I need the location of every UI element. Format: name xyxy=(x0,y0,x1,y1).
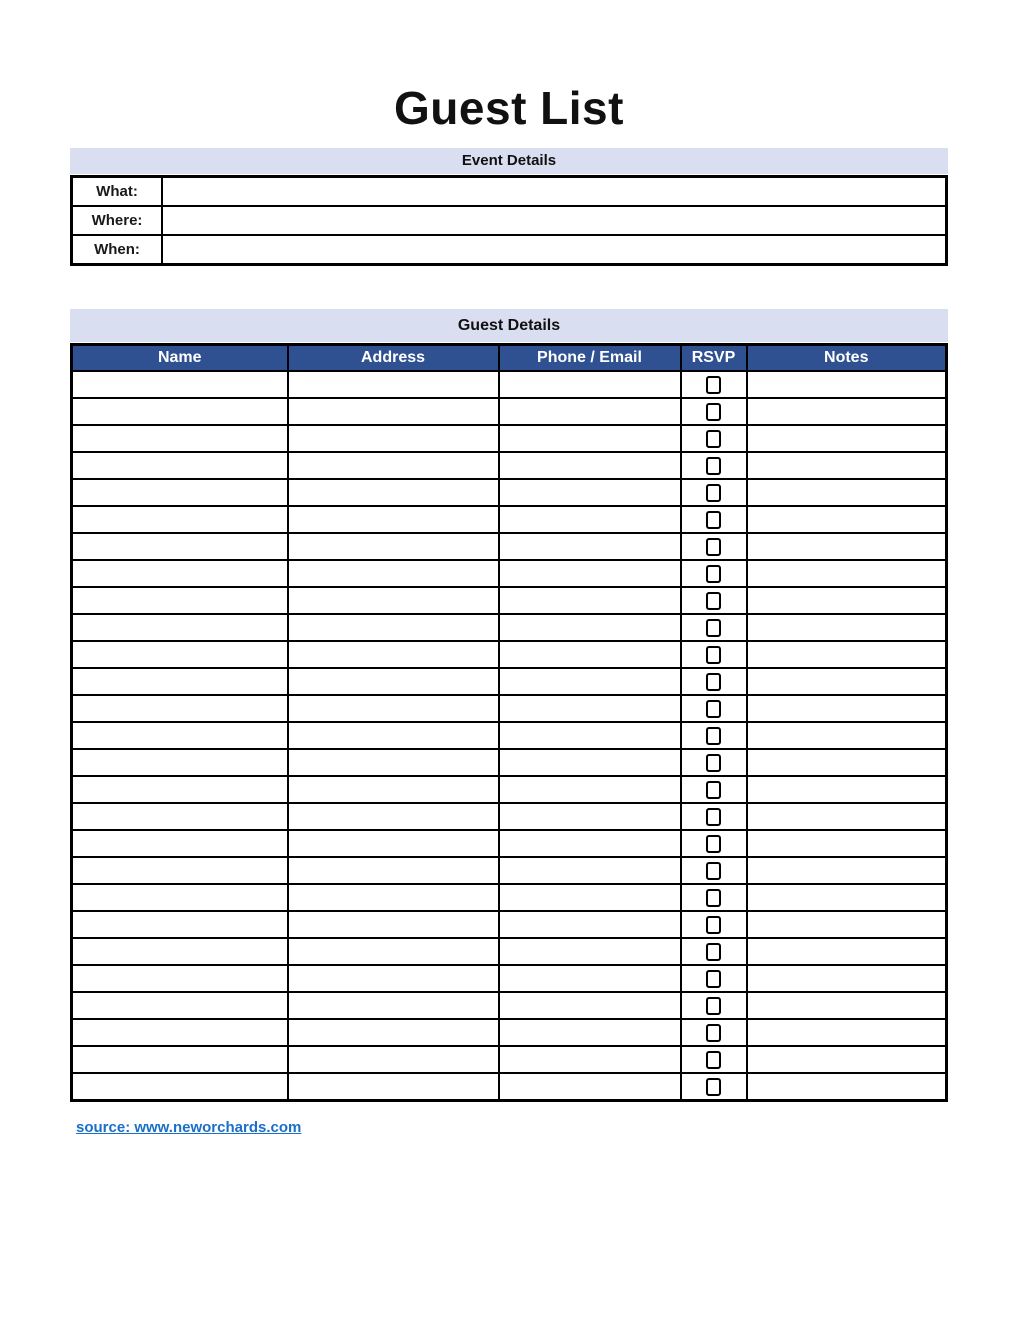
guest-notes-cell[interactable] xyxy=(747,452,947,479)
guest-address-cell[interactable] xyxy=(288,938,499,965)
column-header-rsvp: RSVP xyxy=(681,344,747,371)
column-header-notes: Notes xyxy=(747,344,947,371)
event-row-where xyxy=(72,206,947,235)
guest-address-cell[interactable] xyxy=(288,803,499,830)
guest-notes-cell[interactable] xyxy=(747,560,947,587)
event-what-label: What: xyxy=(72,176,163,206)
guest-row xyxy=(72,911,947,938)
guest-name-cell[interactable] xyxy=(72,749,288,776)
guest-row xyxy=(72,992,947,1019)
guest-row xyxy=(72,479,947,506)
guest-phone-email-cell[interactable] xyxy=(499,695,681,722)
guest-row xyxy=(72,695,947,722)
guest-details-header: Guest Details xyxy=(70,309,948,342)
guest-address-cell[interactable] xyxy=(288,371,499,398)
rsvp-checkbox[interactable] xyxy=(706,754,721,772)
event-row-what xyxy=(72,176,947,206)
guest-address-cell[interactable] xyxy=(288,668,499,695)
rsvp-checkbox[interactable] xyxy=(706,835,721,853)
rsvp-checkbox[interactable] xyxy=(706,673,721,691)
event-details-table xyxy=(70,175,948,266)
guest-notes-cell[interactable] xyxy=(747,425,947,452)
rsvp-checkbox[interactable] xyxy=(706,943,721,961)
rsvp-checkbox[interactable] xyxy=(706,727,721,745)
column-header-phone-email: Phone / Email xyxy=(499,344,681,371)
guest-rsvp-cell[interactable] xyxy=(681,506,747,533)
guest-phone-email-cell[interactable] xyxy=(499,1046,681,1073)
guest-table-body xyxy=(72,371,947,1101)
guest-name-cell[interactable] xyxy=(72,938,288,965)
guest-rsvp-cell[interactable] xyxy=(681,749,747,776)
guest-address-cell[interactable] xyxy=(288,830,499,857)
guest-notes-cell[interactable] xyxy=(747,1046,947,1073)
guest-rsvp-cell[interactable] xyxy=(681,560,747,587)
guest-name-cell[interactable] xyxy=(72,479,288,506)
guest-row xyxy=(72,641,947,668)
guest-address-cell[interactable] xyxy=(288,1073,499,1101)
guest-notes-cell[interactable] xyxy=(747,587,947,614)
guest-rsvp-cell[interactable] xyxy=(681,533,747,560)
guest-details-table xyxy=(70,343,948,1102)
guest-row xyxy=(72,1073,947,1101)
event-when-value[interactable] xyxy=(162,235,947,265)
guest-phone-email-cell[interactable] xyxy=(499,1073,681,1101)
rsvp-checkbox[interactable] xyxy=(706,1078,721,1096)
rsvp-checkbox[interactable] xyxy=(706,997,721,1015)
guest-phone-email-cell[interactable] xyxy=(499,398,681,425)
guest-address-cell[interactable] xyxy=(288,425,499,452)
guest-row xyxy=(72,776,947,803)
rsvp-checkbox[interactable] xyxy=(706,565,721,583)
guest-name-cell[interactable] xyxy=(72,695,288,722)
guest-row xyxy=(72,830,947,857)
guest-notes-cell[interactable] xyxy=(747,479,947,506)
rsvp-checkbox[interactable] xyxy=(706,970,721,988)
event-where-value[interactable] xyxy=(162,206,947,235)
guest-rsvp-cell[interactable] xyxy=(681,857,747,884)
event-details-header: Event Details xyxy=(70,148,948,174)
guest-rsvp-cell[interactable] xyxy=(681,425,747,452)
rsvp-checkbox[interactable] xyxy=(706,538,721,556)
guest-name-cell[interactable] xyxy=(72,911,288,938)
guest-row xyxy=(72,938,947,965)
guest-name-cell[interactable] xyxy=(72,614,288,641)
guest-rsvp-cell[interactable] xyxy=(681,641,747,668)
guest-notes-cell[interactable] xyxy=(747,1073,947,1101)
document-page xyxy=(70,0,948,1137)
guest-notes-cell[interactable] xyxy=(747,398,947,425)
guest-row xyxy=(72,560,947,587)
guest-address-cell[interactable] xyxy=(288,506,499,533)
guest-address-cell[interactable] xyxy=(288,911,499,938)
guest-name-cell[interactable] xyxy=(72,398,288,425)
rsvp-checkbox[interactable] xyxy=(706,592,721,610)
guest-phone-email-cell[interactable] xyxy=(499,614,681,641)
rsvp-checkbox[interactable] xyxy=(706,889,721,907)
guest-address-cell[interactable] xyxy=(288,1046,499,1073)
guest-address-cell[interactable] xyxy=(288,614,499,641)
page-title: Guest List xyxy=(394,82,624,134)
guest-name-cell[interactable] xyxy=(72,371,288,398)
guest-address-cell[interactable] xyxy=(288,749,499,776)
guest-notes-cell[interactable] xyxy=(747,911,947,938)
guest-row xyxy=(72,803,947,830)
guest-rsvp-cell[interactable] xyxy=(681,803,747,830)
guest-rsvp-cell[interactable] xyxy=(681,371,747,398)
guest-phone-email-cell[interactable] xyxy=(499,533,681,560)
rsvp-checkbox[interactable] xyxy=(706,1051,721,1069)
guest-name-cell[interactable] xyxy=(72,1073,288,1101)
guest-notes-cell[interactable] xyxy=(747,749,947,776)
guest-row xyxy=(72,506,947,533)
guest-address-cell[interactable] xyxy=(288,722,499,749)
guest-rsvp-cell[interactable] xyxy=(681,1046,747,1073)
guest-address-cell[interactable] xyxy=(288,965,499,992)
guest-row xyxy=(72,398,947,425)
guest-name-cell[interactable] xyxy=(72,830,288,857)
guest-phone-email-cell[interactable] xyxy=(499,668,681,695)
guest-row xyxy=(72,749,947,776)
guest-phone-email-cell[interactable] xyxy=(499,938,681,965)
guest-address-cell[interactable] xyxy=(288,587,499,614)
guest-phone-email-cell[interactable] xyxy=(499,803,681,830)
guest-phone-email-cell[interactable] xyxy=(499,641,681,668)
guest-row xyxy=(72,425,947,452)
guest-phone-email-cell[interactable] xyxy=(499,371,681,398)
rsvp-checkbox[interactable] xyxy=(706,862,721,880)
guest-notes-cell[interactable] xyxy=(747,533,947,560)
guest-notes-cell[interactable] xyxy=(747,992,947,1019)
guest-rsvp-cell[interactable] xyxy=(681,398,747,425)
guest-notes-cell[interactable] xyxy=(747,668,947,695)
rsvp-checkbox[interactable] xyxy=(706,781,721,799)
guest-phone-email-cell[interactable] xyxy=(499,560,681,587)
guest-address-cell[interactable] xyxy=(288,992,499,1019)
guest-phone-email-cell[interactable] xyxy=(499,506,681,533)
event-what-value[interactable] xyxy=(162,176,947,206)
guest-row xyxy=(72,452,947,479)
guest-phone-email-cell[interactable] xyxy=(499,452,681,479)
guest-rsvp-cell[interactable] xyxy=(681,452,747,479)
guest-row xyxy=(72,533,947,560)
guest-address-cell[interactable] xyxy=(288,560,499,587)
event-row-when xyxy=(72,235,947,265)
guest-row xyxy=(72,722,947,749)
rsvp-checkbox[interactable] xyxy=(706,457,721,475)
guest-rsvp-cell[interactable] xyxy=(681,722,747,749)
guest-address-cell[interactable] xyxy=(288,533,499,560)
guest-address-cell[interactable] xyxy=(288,452,499,479)
guest-notes-cell[interactable] xyxy=(747,830,947,857)
rsvp-checkbox[interactable] xyxy=(706,700,721,718)
guest-address-cell[interactable] xyxy=(288,398,499,425)
guest-phone-email-cell[interactable] xyxy=(499,587,681,614)
guest-row xyxy=(72,1046,947,1073)
rsvp-checkbox[interactable] xyxy=(706,511,721,529)
guest-address-cell[interactable] xyxy=(288,776,499,803)
guest-phone-email-cell[interactable] xyxy=(499,911,681,938)
guest-phone-email-cell[interactable] xyxy=(499,749,681,776)
column-header-name: Name xyxy=(72,344,288,371)
guest-notes-cell[interactable] xyxy=(747,857,947,884)
rsvp-checkbox[interactable] xyxy=(706,1024,721,1042)
guest-rsvp-cell[interactable] xyxy=(681,1073,747,1101)
guest-rsvp-cell[interactable] xyxy=(681,1019,747,1046)
guest-rsvp-cell[interactable] xyxy=(681,965,747,992)
guest-table-header-row xyxy=(72,344,947,371)
guest-notes-cell[interactable] xyxy=(747,371,947,398)
guest-rsvp-cell[interactable] xyxy=(681,614,747,641)
guest-name-cell[interactable] xyxy=(72,884,288,911)
guest-address-cell[interactable] xyxy=(288,884,499,911)
guest-row xyxy=(72,857,947,884)
rsvp-checkbox[interactable] xyxy=(706,430,721,448)
guest-phone-email-cell[interactable] xyxy=(499,1019,681,1046)
guest-notes-cell[interactable] xyxy=(747,884,947,911)
guest-address-cell[interactable] xyxy=(288,695,499,722)
guest-notes-cell[interactable] xyxy=(747,803,947,830)
guest-name-cell[interactable] xyxy=(72,452,288,479)
guest-notes-cell[interactable] xyxy=(747,965,947,992)
guest-phone-email-cell[interactable] xyxy=(499,722,681,749)
guest-name-cell[interactable] xyxy=(72,776,288,803)
rsvp-checkbox[interactable] xyxy=(706,916,721,934)
guest-name-cell[interactable] xyxy=(72,425,288,452)
guest-phone-email-cell[interactable] xyxy=(499,776,681,803)
guest-phone-email-cell[interactable] xyxy=(499,479,681,506)
guest-row xyxy=(72,371,947,398)
column-header-address: Address xyxy=(288,344,499,371)
rsvp-checkbox[interactable] xyxy=(706,808,721,826)
rsvp-checkbox[interactable] xyxy=(706,376,721,394)
guest-rsvp-cell[interactable] xyxy=(681,776,747,803)
guest-address-cell[interactable] xyxy=(288,1019,499,1046)
guest-rsvp-cell[interactable] xyxy=(681,668,747,695)
rsvp-checkbox[interactable] xyxy=(706,484,721,502)
guest-address-cell[interactable] xyxy=(288,641,499,668)
guest-row xyxy=(72,587,947,614)
guest-rsvp-cell[interactable] xyxy=(681,992,747,1019)
rsvp-checkbox[interactable] xyxy=(706,403,721,421)
guest-notes-cell[interactable] xyxy=(747,641,947,668)
guest-phone-email-cell[interactable] xyxy=(499,965,681,992)
guest-notes-cell[interactable] xyxy=(747,695,947,722)
guest-rsvp-cell[interactable] xyxy=(681,830,747,857)
guest-row xyxy=(72,965,947,992)
guest-notes-cell[interactable] xyxy=(747,614,947,641)
guest-phone-email-cell[interactable] xyxy=(499,992,681,1019)
guest-name-cell[interactable] xyxy=(72,1046,288,1073)
guest-name-cell[interactable] xyxy=(72,533,288,560)
guest-row xyxy=(72,884,947,911)
guest-notes-cell[interactable] xyxy=(747,722,947,749)
guest-notes-cell[interactable] xyxy=(747,776,947,803)
guest-rsvp-cell[interactable] xyxy=(681,938,747,965)
guest-address-cell[interactable] xyxy=(288,479,499,506)
guest-row xyxy=(72,614,947,641)
guest-row xyxy=(72,1019,947,1046)
guest-phone-email-cell[interactable] xyxy=(499,884,681,911)
guest-notes-cell[interactable] xyxy=(747,506,947,533)
guest-name-cell[interactable] xyxy=(72,992,288,1019)
guest-name-cell[interactable] xyxy=(72,965,288,992)
source-link[interactable]: source: www.neworchards.com xyxy=(76,1118,302,1136)
guest-name-cell[interactable] xyxy=(72,722,288,749)
guest-address-cell[interactable] xyxy=(288,857,499,884)
guest-name-cell[interactable] xyxy=(72,560,288,587)
guest-rsvp-cell[interactable] xyxy=(681,695,747,722)
guest-phone-email-cell[interactable] xyxy=(499,857,681,884)
event-where-label: Where: xyxy=(72,206,163,235)
guest-name-cell[interactable] xyxy=(72,803,288,830)
guest-name-cell[interactable] xyxy=(72,506,288,533)
guest-name-cell[interactable] xyxy=(72,1019,288,1046)
guest-phone-email-cell[interactable] xyxy=(499,425,681,452)
guest-notes-cell[interactable] xyxy=(747,938,947,965)
guest-rsvp-cell[interactable] xyxy=(681,479,747,506)
guest-row xyxy=(72,668,947,695)
guest-rsvp-cell[interactable] xyxy=(681,911,747,938)
guest-notes-cell[interactable] xyxy=(747,1019,947,1046)
guest-name-cell[interactable] xyxy=(72,668,288,695)
rsvp-checkbox[interactable] xyxy=(706,619,721,637)
guest-name-cell[interactable] xyxy=(72,587,288,614)
guest-rsvp-cell[interactable] xyxy=(681,884,747,911)
guest-phone-email-cell[interactable] xyxy=(499,830,681,857)
event-when-label: When: xyxy=(72,235,163,265)
guest-name-cell[interactable] xyxy=(72,857,288,884)
rsvp-checkbox[interactable] xyxy=(706,646,721,664)
guest-rsvp-cell[interactable] xyxy=(681,587,747,614)
guest-name-cell[interactable] xyxy=(72,641,288,668)
